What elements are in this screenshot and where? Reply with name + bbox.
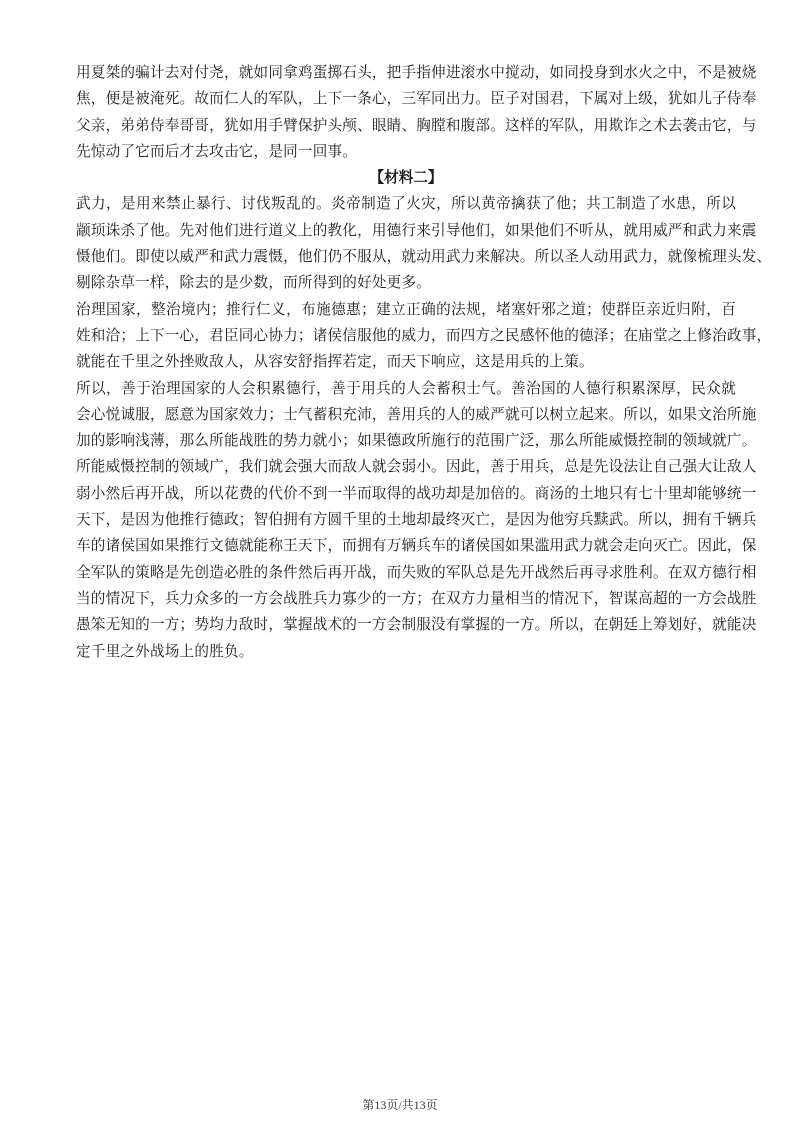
paragraph-3-line: 当的情况下，兵力众多的一方会战胜兵力寡少的一方；在双方力量相当的情况下，智谋高超的一方会战胜 xyxy=(76,589,757,607)
paragraph-3-line: 天下，是因为他推行德政；智伯拥有方圆千里的土地却最终灭亡，是因为他穷兵黩武。所以，拥有千辆兵 xyxy=(76,511,757,529)
paragraph-3-line: 会心悦诚服，愿意为国家效力；士气蓄积充沛，善用兵的人的威严就可以树立起来。所以，如果文治所施 xyxy=(76,405,757,423)
paragraph-1-line: 剔除杂草一样，除去的是少数，而所得到的好处更多。 xyxy=(76,274,432,292)
paragraph-1-line: 慑他们。即使以威严和武力震慑，他们仍不服从，就动用武力来解决。所以圣人动用武力，就像梳理头发、 xyxy=(76,248,772,266)
paragraph-1-line: 武力，是用来禁止暴行、讨伐叛乱的。炎帝制造了火灾，所以黄帝擒获了他；共工制造了水患，所以 xyxy=(76,195,736,213)
paragraph-3-line: 全军队的策略是先创造必胜的条件然后再开战，而失败的军队总是先开战然后再寻求胜利。在双方德行相 xyxy=(76,563,757,581)
section-heading: 【材料二】 xyxy=(369,169,443,187)
paragraph-3-line: 加的影响浅薄，那么所能战胜的势力就小；如果德政所施行的范围广泛，那么所能威慑控制的领域就广。 xyxy=(76,432,757,450)
text-line: 先惊动了它而后才去攻击它，是同一回事。 xyxy=(76,142,358,160)
page-number: 第13页/共13页 xyxy=(362,1098,438,1112)
text-line: 焦，便是被淹死。故而仁人的军队，上下一条心，三军同出力。臣子对国君，下属对上级，犹如儿子侍奉 xyxy=(76,90,757,108)
paragraph-3-line: 车的诸侯国如果推行文德就能称王天下，而拥有万辆兵车的诸侯国如果滥用武力就会走向灭亡。因此，保 xyxy=(76,537,757,555)
paragraph-3-line: 定千里之外战场上的胜负。 xyxy=(76,642,254,660)
paragraph-2-line: 就能在千里之外挫败敌人，从容安舒指挥若定，而天下响应，这是用兵的上策。 xyxy=(76,353,594,371)
paragraph-3-line: 所能威慑控制的领域广，我们就会强大而敌人就会弱小。因此，善于用兵，总是先设法让自己强大让敌人 xyxy=(76,458,757,476)
paragraph-2-line: 治理国家，整治境内；推行仁义，布施德惠；建立正确的法规，堵塞奸邪之道；使群臣亲近归附，百 xyxy=(76,300,736,318)
paragraph-1-line: 颛顼诛杀了他。先对他们进行道义上的教化，用德行来引导他们，如果他们不听从，就用威严和武力来震 xyxy=(76,221,757,239)
text-line: 父亲，弟弟侍奉哥哥，犹如用手臂保护头颅、眼睛、胸膛和腹部。这样的军队，用欺诈之术去袭击它，与 xyxy=(76,116,757,134)
paragraph-3-line: 愚笨无知的一方；势均力敌时，掌握战术的一方会制服没有掌握的一方。所以，在朝廷上筹划好，就能决 xyxy=(76,616,757,634)
paragraph-2-line: 姓和洽；上下一心，君臣同心协力；诸侯信服他的威力，而四方之民感怀他的德泽；在庙堂之上修治政事， xyxy=(76,326,772,344)
paragraph-3-line: 弱小然后再开战，所以花费的代价不到一半而取得的战功却是加倍的。商汤的土地只有七十里却能够统一 xyxy=(76,484,757,502)
document-body xyxy=(76,60,772,665)
paragraph-3-line: 所以，善于治理国家的人会积累德行，善于用兵的人会蓄积士气。善治国的人德行积累深厚，民众就 xyxy=(76,379,736,397)
text-line: 用夏桀的骗计去对付尧，就如同拿鸡蛋掷石头，把手指伸进滚水中搅动，如同投身到水火之中，不是被烧 xyxy=(76,64,757,81)
